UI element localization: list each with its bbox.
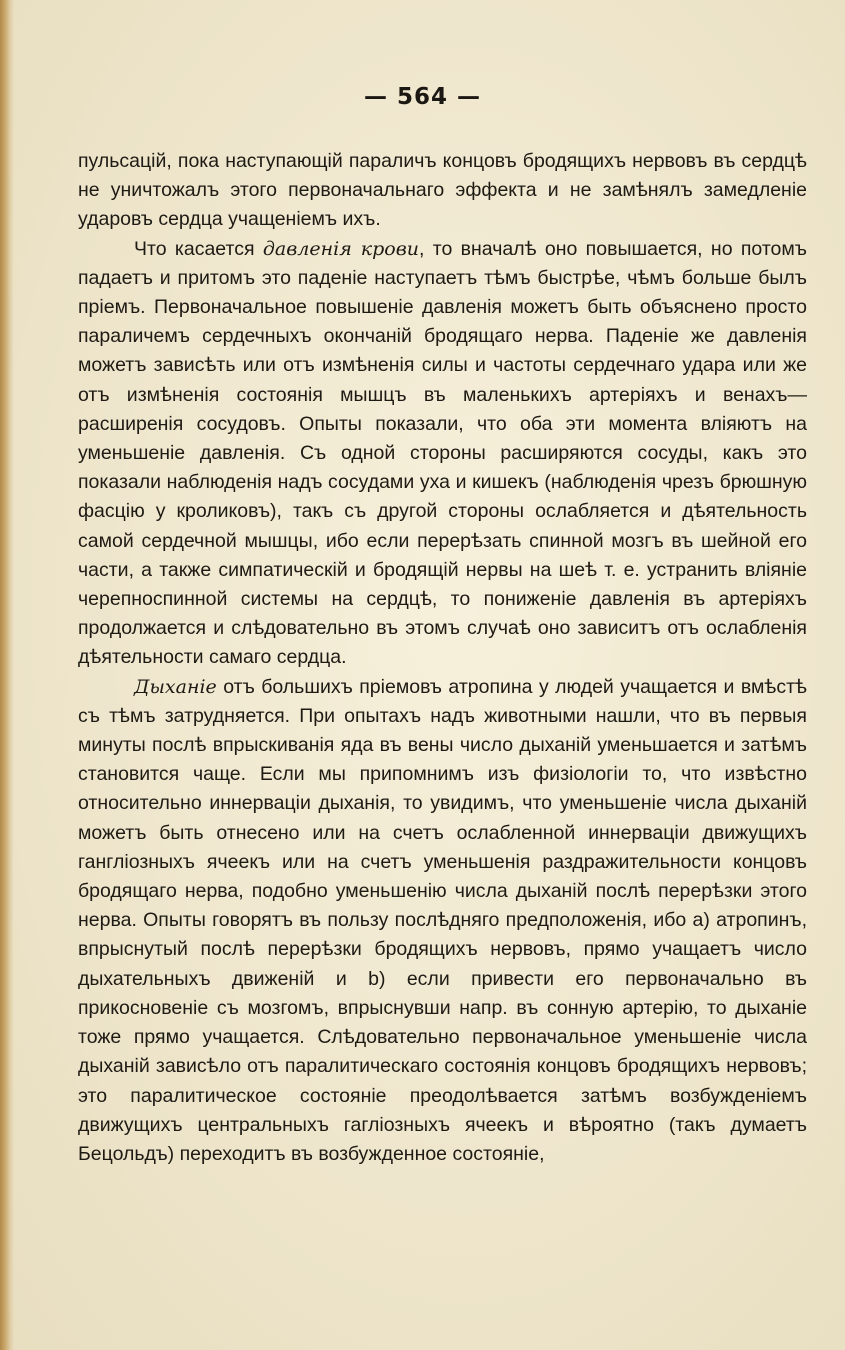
paragraph-text: пульсацій, пока наступающій параличъ концовъ бродящихъ нервовъ въ сердцѣ не уничтожалъ этого первоначальнаго эффекта и не замѣнялъ замедленіе ударовъ сердца учащеніемъ ихъ. [78, 150, 807, 231]
emphasis-term: Дыханіе [134, 675, 217, 698]
body-text [78, 147, 807, 1169]
paragraph-text: отъ большихъ пріемовъ атропина у людей учащается и вмѣстѣ съ тѣмъ затрудняется. При опытахъ надъ животными нашли, что въ первыя минуты послѣ впрыскиванія яда въ вены число дыханій уменьшается и затѣмъ становится чаще. Если мы припомнимъ изъ физіологіи то, что извѣстно относительно иннерваціи дыханія, то увидимъ, что уменьшеніе числа дыханій можетъ быть отнесено или на счетъ ослабленной иннерваціи движущихъ ганглiозныхъ ячеекъ или на счетъ уменьшенія раздражительности концовъ бродящаго нерва, подобно уменьшенію числа дыханій послѣ перерѣзки этого нерва. Опыты говорятъ въ пользу послѣдняго предположенія, ибо а) атропинъ, впрыснутый послѣ перерѣзки бродящихъ нервовъ, прямо учащаетъ число дыхательныхъ движеній и b) если привести его первоначально въ прикосновеніе съ мозгомъ, впрыснувши напр. въ сонную артерію, то дыханіе тоже прямо учащается. Слѣдовательно первоначальное уменьшеніе числа дыханій зависѣло отъ паралитическаго состоянія концовъ бродящихъ нервовъ; это паралитическое состояніе преодолѣвается затѣмъ возбужденіемъ движущихъ центральныхъ гагліозныхъ ячеекъ и вѣроятно (такъ думаетъ Бецольдъ) переходитъ въ возбужденное состояніе, [78, 675, 807, 1165]
paragraph-blood-pressure [78, 235, 807, 673]
emphasis-term: давленія крови [262, 237, 420, 260]
paragraph-continuation [78, 147, 807, 235]
paragraph-respiration [78, 673, 807, 1169]
binding-edge [0, 0, 14, 1350]
paragraph-text: , то вначалѣ оно повышается, но потомъ падаетъ и притомъ это паденіе наступаетъ тѣмъ быстрѣе, чѣмъ больше былъ пріемъ. Первоначальное повышеніе давленія можетъ быть объяснено просто параличемъ сердечныхъ окончаній бродящаго нерва. Паденіе же давленія можетъ зависѣть или отъ измѣненія силы и частоты сердечнаго удара или же отъ измѣненія состоянія мышцъ въ маленькихъ артеріяхъ и венахъ—расширенія сосудовъ. Опыты показали, что оба эти момента вліяютъ на уменьшеніе давленія. Съ одной стороны расширяются сосуды, какъ это показали наблюденія надъ сосудами уха и кишекъ (наблюденія чрезъ брюшную фасцію у кроликовъ), такъ съ другой стороны ослабляется и дѣятельность самой сердечной мышцы, ибо если перерѣзать спинной мозгъ въ шейной его части, а также симпатическій и бродящій нервы на шеѣ т. е. устранить вліяніе черепноспинной системы на сердцѣ, то пониженіе давленія въ артеріяхъ продолжается и слѣдовательно въ этомъ случаѣ оно зависитъ отъ ослабленія дѣятельности самаго сердца. [78, 237, 807, 669]
page-number: — 564 — [363, 84, 482, 110]
paragraph-text: Что касается [134, 237, 263, 260]
